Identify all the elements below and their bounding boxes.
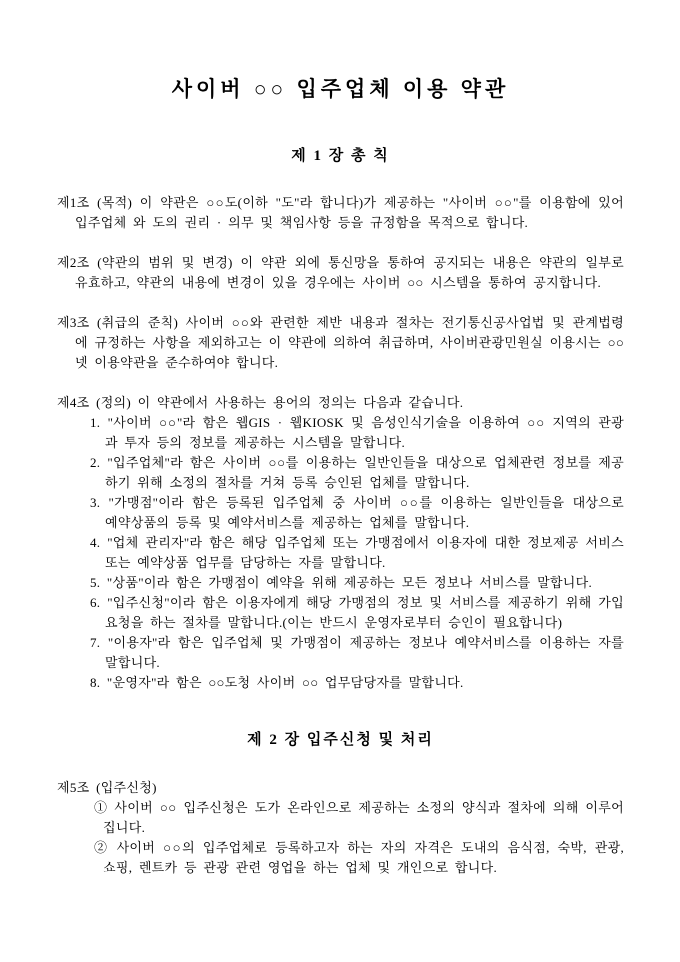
definition-item-1: 1. "사이버 ○○"라 함은 웹GIS · 웹KIOSK 및 음성인식기술을 이용하여 ○○ 지역의 관광과 투자 등의 정보를 제공하는 시스템을 말합니다. [90, 414, 624, 450]
definition-item-7: 7. "이용자"라 함은 입주업체 및 가맹점이 제공하는 정보나 예약서비스를 이용하는 자를 말합니다. [90, 634, 624, 670]
definition-item-4: 4. "업체 관리자"라 함은 해당 입주업체 또는 가맹점에서 이용자에 대한 정보제공 서비스 또는 예약상품 업무를 담당하는 자를 말합니다. [90, 534, 624, 570]
chapter-2-heading: 제 2 장 입주신청 및 처리 [247, 731, 434, 748]
article-1: 제1조 (목적) 이 약관은 ○○도(이하 "도"라 합니다)가 제공하는 "사이버 ○○"를 이용함에 있어 입주업체 와 도의 권리 · 의무 및 책임사항 등을 규정함을 목적으로 합니다. [57, 194, 624, 230]
article-5-clause-1: ① 사이버 ○○ 입주신청은 도가 온라인으로 제공하는 소정의 양식과 절차에 의해 이루어집니다. [94, 800, 624, 836]
definition-item-2: 2. "입주업체"라 함은 사이버 ○○를 이용하는 일반인들을 대상으로 업체관련 정보를 제공하기 위해 소정의 절차를 거쳐 등록 승인된 업체를 말합니다. [90, 454, 624, 490]
article-2: 제2조 (약관의 범위 및 변경) 이 약관 외에 통신망을 통하여 공지되는 내용은 약관의 일부로 유효하고, 약관의 내용에 변경이 있을 경우에는 사이버 ○○ 시스템을 통하여 공지합니다. [57, 254, 624, 290]
article-5-label: 제5조 (입주신청) [57, 780, 157, 796]
chapter-1-heading: 제 1 장 총 칙 [291, 148, 390, 165]
definition-item-5: 5. "상품"이라 함은 가맹점이 예약을 위해 제공하는 모든 정보나 서비스를 말합니다. [90, 574, 593, 590]
article-5-clause-2: ② 사이버 ○○의 입주업체로 등록하고자 하는 자의 자격은 도내의 음식점, 숙박, 관광, 쇼핑, 렌트카 등 관광 관련 영업을 하는 업체 및 개인으로 합니다. [94, 840, 624, 876]
definition-item-6: 6. "입주신청"이라 함은 이용자에게 해당 가맹점의 정보 및 서비스를 제공하기 위해 가입 요청을 하는 절차를 말합니다.(이는 반드시 운영자로부터 승인이 필요합니다) [90, 594, 624, 630]
doc-title: 사이버 ○○ 입주업체 이용 약관 [171, 77, 510, 101]
definition-item-3: 3. "가맹점"이라 함은 등록된 입주업체 중 사이버 ○○를 이용하는 일반인들을 대상으로 예약상품의 등록 및 예약서비스를 제공하는 업체를 말합니다. [90, 494, 624, 530]
article-3: 제3조 (취급의 준칙) 사이버 ○○와 관련한 제반 내용과 절차는 전기통신공사업법 및 관계법령에 규정하는 사항을 제외하고는 이 약관에 의하여 취급하며, 사이버관광민원실 이용시는 ○○넷 이용약관을 준수하여야 합니다. [57, 314, 624, 370]
article-4-intro: 제4조 (정의) 이 약관에서 사용하는 용어의 정의는 다음과 같습니다. [57, 394, 464, 410]
definition-item-8: 8. "운영자"라 함은 ○○도청 사이버 ○○ 업무담당자를 말합니다. [90, 674, 464, 690]
